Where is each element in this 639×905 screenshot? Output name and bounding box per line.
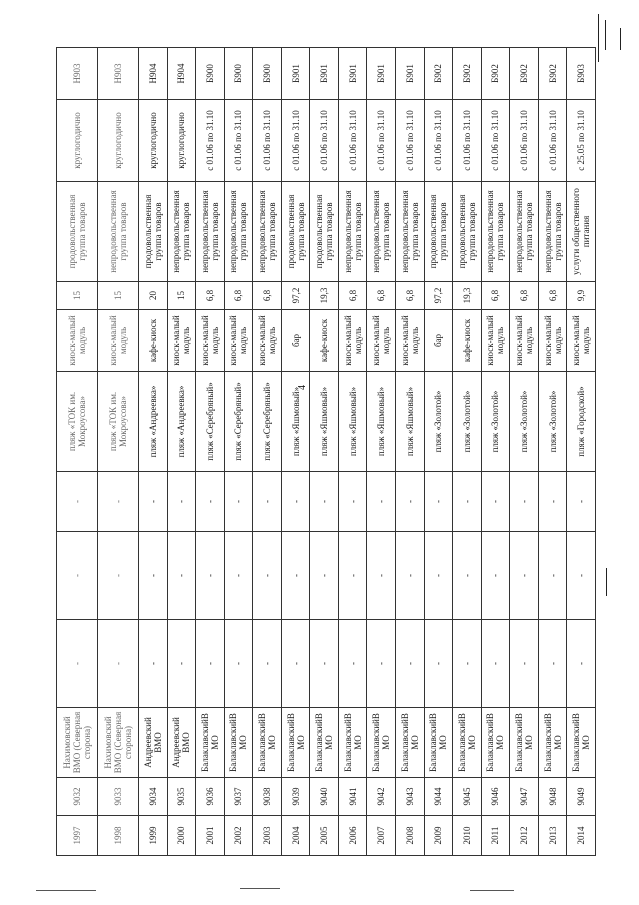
cell-object-type: бар [281, 310, 310, 372]
cell-area: 15 [97, 282, 138, 310]
cell-district: БалаклавскийВ МО [396, 708, 425, 778]
cell-row-no: 2000 [167, 816, 196, 856]
cell-object-type: киоск-малый модуль [396, 310, 425, 372]
cell-c4: - [224, 620, 253, 708]
cell-c6: - [367, 472, 396, 532]
cell-c6: - [138, 472, 167, 532]
cell-c5: - [196, 532, 225, 620]
cell-c4: - [196, 620, 225, 708]
cell-c4: - [57, 620, 98, 708]
cell-location: пляж «Андреевка» [138, 372, 167, 472]
table-row [538, 48, 567, 856]
cell-scheme-no: Б901 [281, 48, 310, 100]
cell-object-type: кафе-киоск [310, 310, 339, 372]
cell-c5: - [57, 532, 98, 620]
cell-period: с 01.06 по 31.10 [453, 100, 482, 182]
cell-c5: - [453, 532, 482, 620]
cell-scheme-no: Н904 [138, 48, 167, 100]
cell-object-type: кафе-киоск [453, 310, 482, 372]
cell-period: круглогодично [138, 100, 167, 182]
cell-c6: - [224, 472, 253, 532]
cell-c4: - [424, 620, 453, 708]
cell-district: БалаклавскийВ МО [567, 708, 596, 778]
cell-id: 9034 [138, 778, 167, 816]
cell-scheme-no: Б901 [367, 48, 396, 100]
table-row [567, 48, 596, 856]
cell-id: 9044 [424, 778, 453, 816]
table-body [57, 48, 596, 856]
cell-id: 9049 [567, 778, 596, 816]
cell-area: 97,2 [424, 282, 453, 310]
cell-row-no: 2003 [253, 816, 282, 856]
cell-row-no: 2008 [396, 816, 425, 856]
cell-id: 9038 [253, 778, 282, 816]
cell-location: пляж «Золотой» [481, 372, 510, 472]
cell-period: с 01.06 по 31.10 [510, 100, 539, 182]
cell-id: 9039 [281, 778, 310, 816]
page-number: 4 [297, 385, 308, 390]
cell-area: 6,8 [367, 282, 396, 310]
cell-row-no: 2011 [481, 816, 510, 856]
cell-object-type: бар [424, 310, 453, 372]
cell-id: 9048 [538, 778, 567, 816]
cell-c6: - [57, 472, 98, 532]
cell-object-type: киоск-малый модуль [367, 310, 396, 372]
cell-id: 9033 [97, 778, 138, 816]
cell-row-no: 2004 [281, 816, 310, 856]
scan-noise-top-right [598, 14, 599, 62]
cell-object-type: киоск-малый модуль [567, 310, 596, 372]
cell-location: пляж «Золотой» [510, 372, 539, 472]
cell-period: с 25.05 по 31.10 [567, 100, 596, 182]
cell-object-type: киоск-малый модуль [196, 310, 225, 372]
cell-scheme-no: Н903 [57, 48, 98, 100]
cell-c4: - [510, 620, 539, 708]
cell-object-type: киоск-малый модуль [97, 310, 138, 372]
cell-object-type: киоск-малый модуль [253, 310, 282, 372]
cell-area: 9,9 [567, 282, 596, 310]
cell-district: БалаклавскийВ МО [253, 708, 282, 778]
cell-row-no: 2014 [567, 816, 596, 856]
cell-object-type: киоск-малый модуль [538, 310, 567, 372]
table-row [338, 48, 367, 856]
table-row [396, 48, 425, 856]
cell-c4: - [310, 620, 339, 708]
cell-row-no: 2009 [424, 816, 453, 856]
cell-location: пляж «Золотой» [538, 372, 567, 472]
cell-scheme-no: Б902 [453, 48, 482, 100]
cell-period: с 01.06 по 31.10 [367, 100, 396, 182]
cell-id: 9042 [367, 778, 396, 816]
cell-row-no: 2002 [224, 816, 253, 856]
cell-c6: - [538, 472, 567, 532]
scan-noise-top-right-2 [605, 20, 606, 50]
cell-c5: - [367, 532, 396, 620]
cell-c6: - [424, 472, 453, 532]
scan-line-bottom-3 [470, 890, 514, 891]
cell-district: БалаклавскийВ МО [481, 708, 510, 778]
cell-district: БалаклавскийВ МО [538, 708, 567, 778]
cell-c5: - [224, 532, 253, 620]
cell-object-type: киоск-малый модуль [57, 310, 98, 372]
cell-c5: - [97, 532, 138, 620]
cell-object-type: киоск-малый модуль [338, 310, 367, 372]
cell-row-no: 2013 [538, 816, 567, 856]
cell-district: БалаклавскийВ МО [310, 708, 339, 778]
cell-row-no: 2007 [367, 816, 396, 856]
cell-c5: - [567, 532, 596, 620]
cell-object-type: киоск-малый модуль [510, 310, 539, 372]
cell-period: с 01.06 по 31.10 [310, 100, 339, 182]
cell-specialization: продовольственная группа товаров [453, 182, 482, 282]
cell-district: БалаклавскийВ МО [224, 708, 253, 778]
cell-period: с 01.06 по 31.10 [253, 100, 282, 182]
cell-c4: - [138, 620, 167, 708]
cell-period: круглогодично [97, 100, 138, 182]
table-row [253, 48, 282, 856]
cell-location: пляж «Золотой» [453, 372, 482, 472]
cell-row-no: 2005 [310, 816, 339, 856]
cell-id: 9041 [338, 778, 367, 816]
table-row [97, 48, 138, 856]
cell-scheme-no: Б902 [538, 48, 567, 100]
cell-object-type: киоск-малый модуль [224, 310, 253, 372]
document-table-rotated [56, 48, 596, 856]
cell-c5: - [481, 532, 510, 620]
cell-specialization: непродовольственная группа товаров [338, 182, 367, 282]
cell-object-type: киоск-малый модуль [481, 310, 510, 372]
cell-area: 6,8 [481, 282, 510, 310]
cell-area: 6,8 [224, 282, 253, 310]
cell-scheme-no: Н903 [97, 48, 138, 100]
cell-location: пляж «Яшмовый» [310, 372, 339, 472]
table-row [57, 48, 98, 856]
cell-area: 97,2 [281, 282, 310, 310]
cell-object-type: киоск-малый модуль [167, 310, 196, 372]
cell-district: БалаклавскийВ МО [424, 708, 453, 778]
cell-row-no: 2010 [453, 816, 482, 856]
cell-district: БалаклавскийВ МО [281, 708, 310, 778]
table-row [167, 48, 196, 856]
cell-period: с 01.06 по 31.10 [538, 100, 567, 182]
cell-c5: - [167, 532, 196, 620]
cell-scheme-no: Б901 [396, 48, 425, 100]
table-row [196, 48, 225, 856]
cell-scheme-no: Б901 [338, 48, 367, 100]
cell-id: 9037 [224, 778, 253, 816]
scan-noise-mid-right [606, 568, 607, 596]
cell-district: Нахимовский ВМО (Северная сторона) [57, 708, 98, 778]
cell-scheme-no: Б902 [510, 48, 539, 100]
cell-scheme-no: Н904 [167, 48, 196, 100]
cell-location: пляж «Яшмовый» [367, 372, 396, 472]
cell-area: 6,8 [338, 282, 367, 310]
cell-specialization: непродовольственная группа товаров [253, 182, 282, 282]
table-row [510, 48, 539, 856]
cell-row-no: 1998 [97, 816, 138, 856]
cell-scheme-no: Б902 [424, 48, 453, 100]
cell-c5: - [310, 532, 339, 620]
cell-scheme-no: Б900 [253, 48, 282, 100]
cell-location: пляж «Яшмовый» [338, 372, 367, 472]
cell-area: 6,8 [253, 282, 282, 310]
cell-specialization: непродовольственная группа товаров [196, 182, 225, 282]
cell-c6: - [567, 472, 596, 532]
cell-c5: - [138, 532, 167, 620]
cell-c4: - [396, 620, 425, 708]
cell-period: с 01.06 по 31.10 [338, 100, 367, 182]
cell-specialization: непродовольственная группа товаров [224, 182, 253, 282]
cell-c6: - [253, 472, 282, 532]
cell-period: с 01.06 по 31.10 [396, 100, 425, 182]
cell-specialization: непродовольственная группа товаров [538, 182, 567, 282]
table-row [424, 48, 453, 856]
table-row [310, 48, 339, 856]
cell-specialization: продовольственная группа товаров [138, 182, 167, 282]
cell-c5: - [253, 532, 282, 620]
cell-period: с 01.06 по 31.10 [224, 100, 253, 182]
cell-c6: - [510, 472, 539, 532]
cell-row-no: 2012 [510, 816, 539, 856]
cell-row-no: 1997 [57, 816, 98, 856]
cell-c4: - [167, 620, 196, 708]
cell-district: БалаклавскийВ МО [367, 708, 396, 778]
table-row [138, 48, 167, 856]
cell-specialization: продовольственная группа товаров [281, 182, 310, 282]
cell-specialization: продовольственная группа товаров [310, 182, 339, 282]
table-row [367, 48, 396, 856]
table-row [481, 48, 510, 856]
nto-table [56, 47, 596, 856]
cell-location: пляж «Серебряный» [196, 372, 225, 472]
cell-c4: - [281, 620, 310, 708]
cell-period: с 01.06 по 31.10 [281, 100, 310, 182]
cell-c6: - [97, 472, 138, 532]
cell-c5: - [424, 532, 453, 620]
cell-id: 9043 [396, 778, 425, 816]
cell-specialization: непродовольственная группа товаров [367, 182, 396, 282]
cell-specialization: непродовольственная группа товаров [97, 182, 138, 282]
cell-area: 19,3 [310, 282, 339, 310]
cell-c6: - [196, 472, 225, 532]
cell-location: пляж «Яшмовый» [396, 372, 425, 472]
cell-scheme-no: Б903 [567, 48, 596, 100]
cell-c5: - [281, 532, 310, 620]
cell-location: пляж «Городской» [567, 372, 596, 472]
cell-c4: - [253, 620, 282, 708]
cell-row-no: 1999 [138, 816, 167, 856]
cell-specialization: непродовольственная группа товаров [510, 182, 539, 282]
cell-id: 9047 [510, 778, 539, 816]
cell-period: круглогодично [167, 100, 196, 182]
cell-c4: - [97, 620, 138, 708]
cell-area: 15 [57, 282, 98, 310]
cell-row-no: 2001 [196, 816, 225, 856]
cell-c5: - [510, 532, 539, 620]
cell-area: 20 [138, 282, 167, 310]
cell-c4: - [367, 620, 396, 708]
cell-location: пляж «Серебряный» [253, 372, 282, 472]
cell-c4: - [481, 620, 510, 708]
cell-specialization: непродовольственная группа товаров [481, 182, 510, 282]
cell-specialization: непродовольственная группа товаров [396, 182, 425, 282]
cell-c6: - [396, 472, 425, 532]
cell-district: Андреевский ВМО [167, 708, 196, 778]
cell-c4: - [338, 620, 367, 708]
cell-c5: - [396, 532, 425, 620]
cell-area: 6,8 [196, 282, 225, 310]
cell-c4: - [567, 620, 596, 708]
cell-area: 15 [167, 282, 196, 310]
cell-location: пляж «ТОК им. Мокроусова» [57, 372, 98, 472]
cell-c6: - [167, 472, 196, 532]
cell-area: 6,8 [510, 282, 539, 310]
cell-location: пляж «Серебряный» [224, 372, 253, 472]
cell-specialization: услуги общественного питания [567, 182, 596, 282]
cell-area: 6,8 [538, 282, 567, 310]
cell-id: 9045 [453, 778, 482, 816]
scan-noise-top-right-3 [620, 28, 621, 50]
cell-id: 9032 [57, 778, 98, 816]
cell-district: БалаклавскийВ МО [453, 708, 482, 778]
cell-district: БалаклавскийВ МО [338, 708, 367, 778]
cell-scheme-no: Б901 [310, 48, 339, 100]
cell-location: пляж «Золотой» [424, 372, 453, 472]
cell-period: с 01.06 по 31.10 [196, 100, 225, 182]
table-row [281, 48, 310, 856]
cell-id: 9035 [167, 778, 196, 816]
cell-specialization: продовольственная группа товаров [424, 182, 453, 282]
cell-scheme-no: Б900 [196, 48, 225, 100]
cell-c5: - [538, 532, 567, 620]
cell-c6: - [338, 472, 367, 532]
cell-c6: - [310, 472, 339, 532]
cell-area: 19,3 [453, 282, 482, 310]
cell-c4: - [538, 620, 567, 708]
cell-location: пляж «Андреевка» [167, 372, 196, 472]
cell-id: 9040 [310, 778, 339, 816]
cell-period: круглогодично [57, 100, 98, 182]
cell-c6: - [281, 472, 310, 532]
cell-district: БалаклавскийВ МО [196, 708, 225, 778]
table-row [224, 48, 253, 856]
cell-period: с 01.06 по 31.10 [481, 100, 510, 182]
cell-scheme-no: Б900 [224, 48, 253, 100]
cell-c5: - [338, 532, 367, 620]
cell-district: Андреевский ВМО [138, 708, 167, 778]
cell-scheme-no: Б902 [481, 48, 510, 100]
cell-area: 6,8 [396, 282, 425, 310]
cell-id: 9046 [481, 778, 510, 816]
cell-location: пляж «Яшмовый» [281, 372, 310, 472]
cell-row-no: 2006 [338, 816, 367, 856]
table-row [453, 48, 482, 856]
cell-id: 9036 [196, 778, 225, 816]
cell-location: пляж «ТОК им. Мокроусова» [97, 372, 138, 472]
cell-district: БалаклавскийВ МО [510, 708, 539, 778]
cell-c6: - [453, 472, 482, 532]
cell-district: Нахимовский ВМО (Северная сторона) [97, 708, 138, 778]
cell-object-type: кафе-киоск [138, 310, 167, 372]
scan-line-bottom-2 [240, 888, 280, 889]
scan-line-bottom-1 [36, 890, 96, 891]
cell-c6: - [481, 472, 510, 532]
cell-c4: - [453, 620, 482, 708]
cell-specialization: продовольственная группа товаров [57, 182, 98, 282]
cell-period: с 01.06 по 31.10 [424, 100, 453, 182]
cell-specialization: непродовольственная группа товаров [167, 182, 196, 282]
